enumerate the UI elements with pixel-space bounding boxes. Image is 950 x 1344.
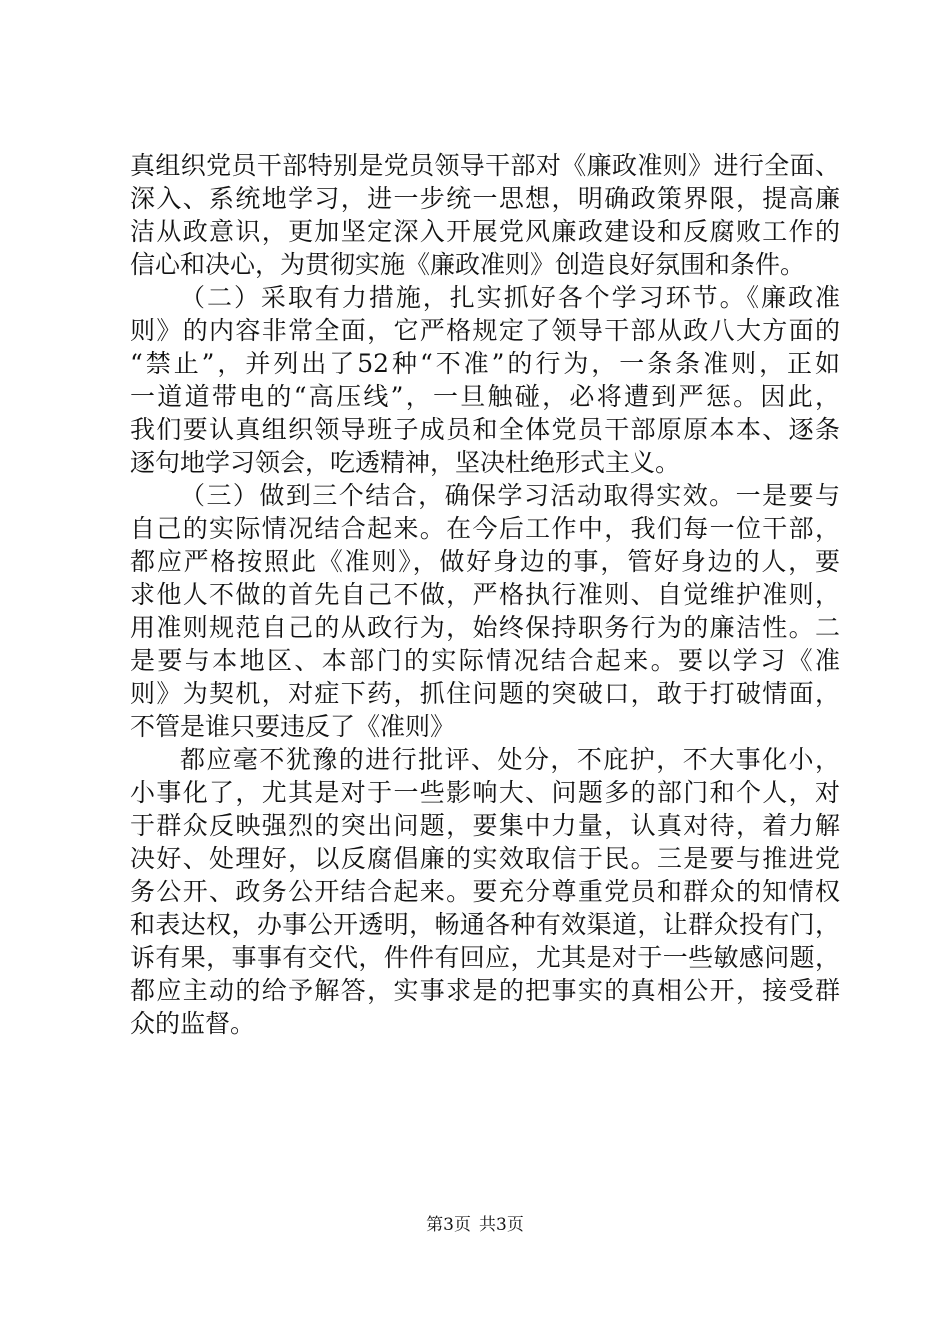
text-line: 都应严格按照此《准则》，做好身边的事，管好身边的人，要 — [130, 547, 840, 576]
text-line: 信心和决心，为贯彻实施《廉政准则》创造良好氛围和条件。 — [130, 250, 806, 279]
text-line: 求他人不做的首先自己不做，严格执行准则、自觉维护准则， — [130, 580, 840, 609]
text-line: 是要与本地区、本部门的实际情况结合起来。要以学习《准 — [130, 646, 840, 675]
text-line: 深入、系统地学习，进一步统一思想，明确政策界限，提高廉 — [130, 184, 840, 213]
text-line: 用准则规范自己的从政行为，始终保持职务行为的廉洁性。二 — [130, 613, 840, 642]
text-line: 都应主动的给予解答，实事求是的把事实的真相公开，接受群 — [130, 976, 840, 1005]
page-footer — [0, 1213, 950, 1237]
text-line: 诉有果，事事有交代，件件有回应，尤其是对于一些敏感问题， — [130, 943, 840, 972]
page-total: 共3页 — [479, 1215, 524, 1235]
text-line: 不管是谁只要违反了《准则》 — [130, 712, 456, 741]
text-line: 决好、处理好，以反腐倡廉的实效取信于民。三是要与推进党 — [130, 844, 840, 873]
text-line: 小事化了，尤其是对于一些影响大、问题多的部门和个人，对 — [130, 778, 840, 807]
text-line: （二）采取有力措施，扎实抓好各个学习环节。《廉政准 — [180, 283, 840, 312]
text-line: 众的监督。 — [130, 1009, 256, 1038]
text-line: 我们要认真组织领导班子成员和全体党员干部原原本本、逐条 — [130, 415, 840, 444]
text-line: 则》的内容非常全面，它严格规定了领导干部从政八大方面的 — [130, 316, 840, 345]
text-line: 务公开、政务公开结合起来。要充分尊重党员和群众的知情权 — [130, 877, 840, 906]
text-line: 则》为契机，对症下药，抓住问题的突破口，敢于打破情面， — [130, 679, 840, 708]
text-line: （三）做到三个结合，确保学习活动取得实效。一是要与 — [180, 481, 840, 510]
text-line: 于群众反映强烈的突出问题，要集中力量，认真对待，着力解 — [130, 811, 840, 840]
text-line: 和表达权，办事公开透明，畅通各种有效渠道，让群众投有门， — [130, 910, 840, 939]
text-line: 自己的实际情况结合起来。在今后工作中，我们每一位干部， — [130, 514, 840, 543]
text-line: 都应毫不犹豫的进行批评、处分，不庇护，不大事化小， — [180, 745, 840, 774]
body-text — [130, 149, 840, 1040]
page-number: 第3页 — [426, 1215, 471, 1235]
text-line: 洁从政意识，更加坚定深入开展党风廉政建设和反腐败工作的 — [130, 217, 840, 246]
text-line: 逐句地学习领会，吃透精神，坚决杜绝形式主义。 — [130, 448, 681, 477]
text-line: 一道道带电的“高压线”，一旦触碰，必将遭到严惩。因此， — [130, 382, 840, 411]
text-line: “禁止”，并列出了52种“不准”的行为，一条条准则，正如 — [130, 349, 840, 378]
text-line: 真组织党员干部特别是党员领导干部对《廉政准则》进行全面、 — [130, 151, 840, 180]
